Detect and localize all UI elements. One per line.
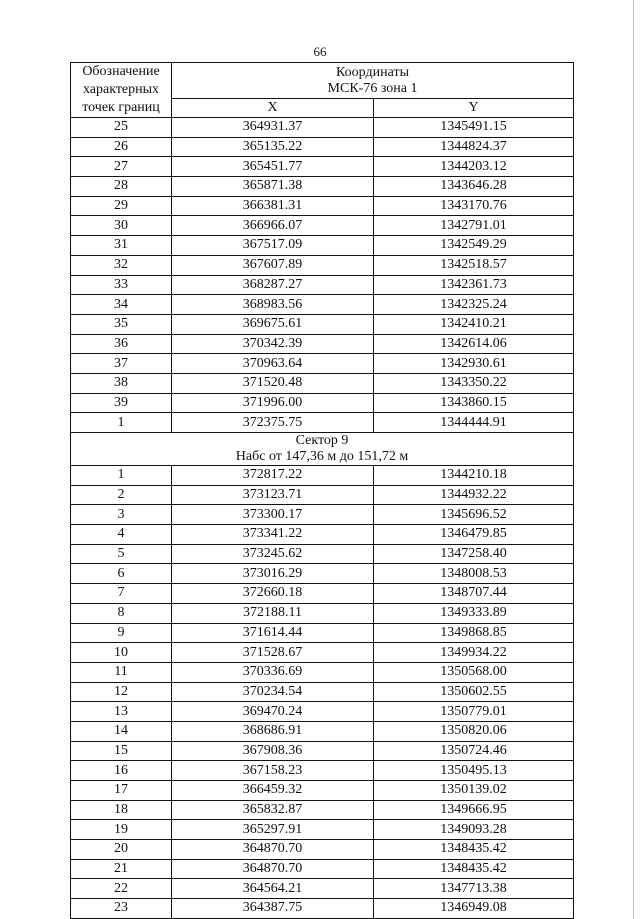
y-coordinate-cell: 1346949.08: [374, 899, 574, 919]
y-coordinate-cell: 1348008.53: [374, 564, 574, 584]
table-row: [71, 643, 574, 663]
y-coordinate-cell: 1342325.24: [374, 295, 574, 315]
x-coordinate-cell: 365135.22: [172, 137, 374, 157]
point-number-cell: 22: [71, 879, 172, 899]
table-row: [71, 702, 574, 722]
point-number-cell: 11: [71, 662, 172, 682]
y-coordinate-cell: 1347713.38: [374, 879, 574, 899]
point-number-cell: 31: [71, 236, 172, 256]
point-number-cell: 18: [71, 800, 172, 820]
y-coordinate-cell: 1343646.28: [374, 177, 574, 197]
section-b-body: [71, 466, 574, 919]
x-coordinate-cell: 367607.89: [172, 255, 374, 275]
table-row: [71, 157, 574, 177]
x-coordinate-cell: 370963.64: [172, 354, 374, 374]
x-coordinate-cell: 370336.69: [172, 662, 374, 682]
point-number-cell: 10: [71, 643, 172, 663]
table-row: [71, 393, 574, 413]
point-label-header: [71, 63, 172, 118]
y-coordinate-cell: 1342518.57: [374, 255, 574, 275]
y-coordinate-cell: 1344203.12: [374, 157, 574, 177]
sector-body: [71, 433, 574, 466]
x-coordinate-cell: 368983.56: [172, 295, 374, 315]
table-header-row: [71, 63, 574, 99]
x-coordinate-cell: 373300.17: [172, 505, 374, 525]
point-number-cell: 8: [71, 603, 172, 623]
table-row: [71, 840, 574, 860]
point-number-cell: 1: [71, 413, 172, 433]
y-coordinate-cell: 1343860.15: [374, 393, 574, 413]
table-row: [71, 682, 574, 702]
x-coordinate-cell: 373016.29: [172, 564, 374, 584]
point-number-cell: 13: [71, 702, 172, 722]
x-coordinate-cell: 368287.27: [172, 275, 374, 295]
x-coordinate-cell: 364564.21: [172, 879, 374, 899]
point-label-line: точек границ: [82, 100, 160, 115]
coord-title-line: МСК-76 зона 1: [327, 80, 418, 96]
y-coordinate-cell: 1343350.22: [374, 373, 574, 393]
table-row: [71, 564, 574, 584]
y-coordinate-cell: 1344824.37: [374, 137, 574, 157]
point-label-line: характерных: [82, 82, 160, 97]
coordinates-table: [70, 62, 574, 919]
y-coordinate-cell: 1345696.52: [374, 505, 574, 525]
point-number-cell: 34: [71, 295, 172, 315]
point-number-cell: 36: [71, 334, 172, 354]
y-coordinate-cell: 1348435.42: [374, 859, 574, 879]
table-row: [71, 525, 574, 545]
page-number: 66: [313, 44, 327, 59]
x-coordinate-cell: 365832.87: [172, 800, 374, 820]
x-coordinate-cell: 365297.91: [172, 820, 374, 840]
table-row: [71, 177, 574, 197]
point-number-cell: 1: [71, 466, 172, 486]
y-coordinate-cell: 1348707.44: [374, 584, 574, 604]
y-coordinate-cell: 1347258.40: [374, 544, 574, 564]
point-number-cell: 17: [71, 781, 172, 801]
table-row: [71, 899, 574, 919]
y-coordinate-cell: 1342549.29: [374, 236, 574, 256]
x-coordinate-cell: 372188.11: [172, 603, 374, 623]
point-number-cell: 38: [71, 373, 172, 393]
point-number-cell: 14: [71, 721, 172, 741]
x-coordinate-cell: 373341.22: [172, 525, 374, 545]
table-row: [71, 544, 574, 564]
y-coordinate-cell: 1343170.76: [374, 196, 574, 216]
x-coordinate-cell: 368686.91: [172, 721, 374, 741]
x-coordinate-cell: 364387.75: [172, 899, 374, 919]
point-number-cell: 27: [71, 157, 172, 177]
table-row: [71, 761, 574, 781]
x-coordinate-cell: 371528.67: [172, 643, 374, 663]
y-coordinate-cell: 1344444.91: [374, 413, 574, 433]
point-number-cell: 35: [71, 314, 172, 334]
y-coordinate-cell: 1349868.85: [374, 623, 574, 643]
point-number-cell: 26: [71, 137, 172, 157]
table-row: [71, 721, 574, 741]
point-number-cell: 15: [71, 741, 172, 761]
y-coordinate-cell: 1342791.01: [374, 216, 574, 236]
point-number-cell: 23: [71, 899, 172, 919]
point-number-cell: 12: [71, 682, 172, 702]
y-coordinate-cell: 1348435.42: [374, 840, 574, 860]
table-row: [71, 295, 574, 315]
scan-edge-line: [633, 0, 634, 919]
coordinates-header: [172, 63, 574, 99]
y-coordinate-cell: 1344932.22: [374, 485, 574, 505]
point-number-cell: 21: [71, 859, 172, 879]
point-number-cell: 2: [71, 485, 172, 505]
point-number-cell: 39: [71, 393, 172, 413]
x-coordinate-cell: 366966.07: [172, 216, 374, 236]
point-number-cell: 5: [71, 544, 172, 564]
table-row: [71, 413, 574, 433]
table-row: [71, 662, 574, 682]
y-coordinate-cell: 1350495.13: [374, 761, 574, 781]
y-coordinate-cell: 1342930.61: [374, 354, 574, 374]
table-row: [71, 236, 574, 256]
x-coordinate-cell: 367517.09: [172, 236, 374, 256]
point-number-cell: 3: [71, 505, 172, 525]
table-row: [71, 603, 574, 623]
x-coordinate-cell: 365451.77: [172, 157, 374, 177]
point-number-cell: 20: [71, 840, 172, 860]
sector-title: Сектор 9: [295, 433, 349, 448]
table-row: [71, 623, 574, 643]
table-row: [71, 859, 574, 879]
y-coordinate-cell: 1346479.85: [374, 525, 574, 545]
point-number-cell: 37: [71, 354, 172, 374]
table-row: [71, 354, 574, 374]
point-number-cell: 16: [71, 761, 172, 781]
table-row: [71, 741, 574, 761]
x-coordinate-cell: 370234.54: [172, 682, 374, 702]
point-number-cell: 30: [71, 216, 172, 236]
x-coordinate-cell: 372660.18: [172, 584, 374, 604]
sector-row: [71, 433, 574, 466]
point-number-cell: 29: [71, 196, 172, 216]
table-row: [71, 196, 574, 216]
table-row: [71, 781, 574, 801]
table-row: [71, 255, 574, 275]
x-coordinate-cell: 371614.44: [172, 623, 374, 643]
point-number-cell: 19: [71, 820, 172, 840]
x-coordinate-cell: 367908.36: [172, 741, 374, 761]
table-row: [71, 334, 574, 354]
table-row: [71, 314, 574, 334]
x-coordinate-cell: 371996.00: [172, 393, 374, 413]
y-header: Y: [374, 99, 574, 118]
table-row: [71, 118, 574, 138]
table-row: [71, 137, 574, 157]
y-coordinate-cell: 1349934.22: [374, 643, 574, 663]
x-coordinate-cell: 365871.38: [172, 177, 374, 197]
point-number-cell: 4: [71, 525, 172, 545]
y-coordinate-cell: 1349666.95: [374, 800, 574, 820]
table-row: [71, 820, 574, 840]
x-coordinate-cell: 366381.31: [172, 196, 374, 216]
table-row: [71, 879, 574, 899]
point-label-line: Обозначение: [82, 64, 160, 79]
y-coordinate-cell: 1342410.21: [374, 314, 574, 334]
section-a-body: [71, 118, 574, 433]
sector-cell: [71, 433, 574, 466]
x-coordinate-cell: 367158.23: [172, 761, 374, 781]
point-number-cell: 32: [71, 255, 172, 275]
x-coordinate-cell: 370342.39: [172, 334, 374, 354]
x-header: X: [172, 99, 374, 118]
x-coordinate-cell: 372375.75: [172, 413, 374, 433]
y-coordinate-cell: 1342614.06: [374, 334, 574, 354]
table-row: [71, 275, 574, 295]
table-row: [71, 216, 574, 236]
table-row: [71, 584, 574, 604]
x-coordinate-cell: 364870.70: [172, 859, 374, 879]
x-coordinate-cell: 371520.48: [172, 373, 374, 393]
x-coordinate-cell: 372817.22: [172, 466, 374, 486]
y-coordinate-cell: 1342361.73: [374, 275, 574, 295]
table-row: [71, 485, 574, 505]
y-coordinate-cell: 1350139.02: [374, 781, 574, 801]
y-coordinate-cell: 1350724.46: [374, 741, 574, 761]
point-number-cell: 7: [71, 584, 172, 604]
point-number-cell: 6: [71, 564, 172, 584]
table-row: [71, 466, 574, 486]
point-number-cell: 25: [71, 118, 172, 138]
table-row: [71, 505, 574, 525]
y-coordinate-cell: 1345491.15: [374, 118, 574, 138]
coord-title-line: Координаты: [336, 64, 409, 80]
x-coordinate-cell: 369675.61: [172, 314, 374, 334]
point-number-cell: 33: [71, 275, 172, 295]
x-coordinate-cell: 366459.32: [172, 781, 374, 801]
y-coordinate-cell: 1350568.00: [374, 662, 574, 682]
sector-subtitle: Набс от 147,36 м до 151,72 м: [235, 449, 409, 464]
point-number-cell: 9: [71, 623, 172, 643]
x-coordinate-cell: 364870.70: [172, 840, 374, 860]
x-coordinate-cell: 373245.62: [172, 544, 374, 564]
x-coordinate-cell: 364931.37: [172, 118, 374, 138]
table-row: [71, 373, 574, 393]
y-coordinate-cell: 1350779.01: [374, 702, 574, 722]
x-coordinate-cell: 369470.24: [172, 702, 374, 722]
y-coordinate-cell: 1344210.18: [374, 466, 574, 486]
table-row: [71, 800, 574, 820]
point-number-cell: 28: [71, 177, 172, 197]
x-coordinate-cell: 373123.71: [172, 485, 374, 505]
y-coordinate-cell: 1349333.89: [374, 603, 574, 623]
y-coordinate-cell: 1349093.28: [374, 820, 574, 840]
y-coordinate-cell: 1350602.55: [374, 682, 574, 702]
y-coordinate-cell: 1350820.06: [374, 721, 574, 741]
